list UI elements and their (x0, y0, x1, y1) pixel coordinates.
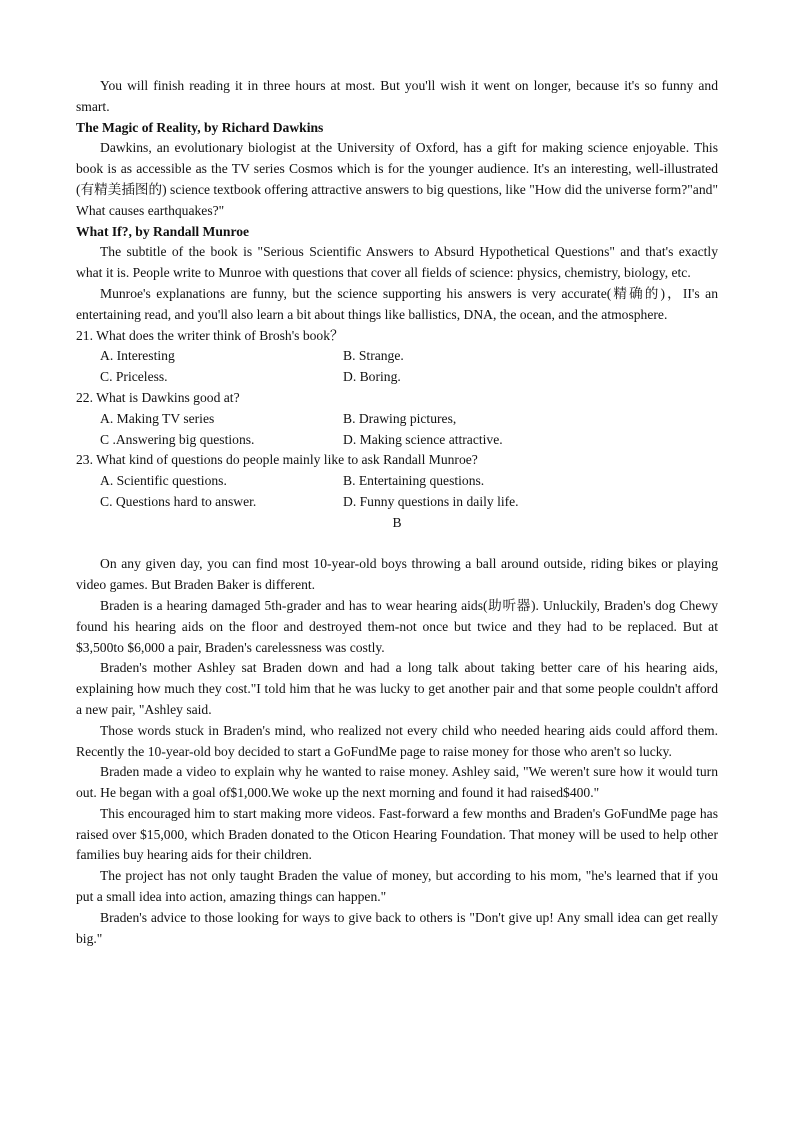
option-grid (76, 346, 718, 388)
paragraph-b-8: Braden's advice to those looking for ways to give back to others is "Don't give up! Any small idea can get really big." (76, 909, 718, 946)
option-grid (76, 409, 718, 451)
option-d: D. Boring. (343, 369, 401, 385)
paragraph-munroe-1: The subtitle of the book is "Serious Scientific Answers to Absurd Hypothetical Questions" and that's exactly what it is. People write to Munroe with questions that cover all fields of science: physics, chemistry, biology, etc. (76, 244, 718, 281)
paragraph-b-2: Braden is a hearing damaged 5th-grader and has to wear hearing aids(助听器). Unluckily, Braden's dog Chewy found his hearing aids on the floor and destroyed them-not once but twice and they had to be replaced. But at $3,500to $6,000 a pair, Braden's carelessness was costly. (76, 597, 718, 655)
option-c: C. Questions hard to answer. (100, 493, 257, 509)
spacer (76, 534, 718, 555)
option-c: C .Answering big questions. (100, 431, 255, 447)
question-23 (76, 450, 718, 512)
option-a: A. Making TV series (100, 410, 215, 426)
option-b: B. Drawing pictures, (343, 410, 457, 426)
paragraph-b-3: Braden's mother Ashley sat Braden down and had a long talk about taking better care of his hearing aids, explaining how much they cost."I told him that he was lucky to get another pair and that some people couldn't afford a new pair, "Ashley said. (76, 660, 718, 717)
question-22 (76, 388, 718, 450)
paragraph-b-6: This encouraged him to start making more videos. Fast-forward a few months and Braden's GoFundMe page has raised over $15,000, which Braden donated to the Oticon Hearing Foundation. That money will be used to help other families buy hearing aids for their children. (76, 805, 718, 863)
paragraph-b-5: Braden made a video to explain why he wanted to raise money. Ashley said, "We weren't sure how it would turn out. He began with a goal of$1,000.We woke up the next morning and found it had raised$400." (76, 764, 718, 801)
option-b: B. Strange. (343, 348, 404, 364)
paragraph-dawkins: Dawkins, an evolutionary biologist at the University of Oxford, has a gift for making science enjoyable. This book is as accessible as the TV series Cosmos which is for the younger audience. It's an interesting, well-illustrated (有精美插图的) science textbook offering attractive answers to big questions, like "How did the universe form?"and" What causes earthquakes?" (76, 140, 718, 218)
option-d: D. Making science attractive. (343, 431, 503, 447)
paragraph-brosh-ending: You will finish reading it in three hours at most. But you'll wish it went on longer, because it's so funny and smart. (76, 78, 718, 114)
option-grid (76, 471, 718, 513)
book-heading-munroe: What If?, by Randall Munroe (76, 223, 250, 239)
paragraph-munroe-2: Munroe's explanations are funny, but the science supporting his answers is very accurate(精确的)，II's an entertaining read, and you'll also learn a bit about things like ballistics, DNA, the ocean, and the atmosphere. (76, 285, 718, 322)
paragraph-b-4: Those words stuck in Braden's mind, who realized not every child who needed hearing aids could afford them. Recently the 10-year-old boy decided to start a GoFundMe page to raise money for those who aren't so lucky. (76, 722, 718, 759)
question-stem: 21. What does the writer think of Brosh's book？ (76, 327, 344, 343)
option-b: B. Entertaining questions. (343, 473, 485, 489)
option-c: C. Priceless. (100, 369, 168, 385)
section-b-label: B (392, 514, 402, 530)
document-page (76, 76, 718, 949)
question-21 (76, 326, 718, 388)
paragraph-b-1: On any given day, you can find most 10-year-old boys throwing a ball around outside, riding bikes or playing video games. But Braden Baker is different. (76, 556, 718, 593)
question-stem: 23. What kind of questions do people mainly like to ask Randall Munroe? (76, 452, 478, 468)
book-heading-dawkins: The Magic of Reality, by Richard Dawkins (76, 119, 324, 135)
question-stem: 22. What is Dawkins good at? (76, 389, 240, 405)
option-a: A. Interesting (100, 348, 175, 364)
option-d: D. Funny questions in daily life. (343, 493, 519, 509)
option-a: A. Scientific questions. (100, 473, 227, 489)
paragraph-b-7: The project has not only taught Braden the value of money, but according to his mom, "he's learned that if you put a small idea into action, amazing things can happen." (76, 868, 718, 905)
